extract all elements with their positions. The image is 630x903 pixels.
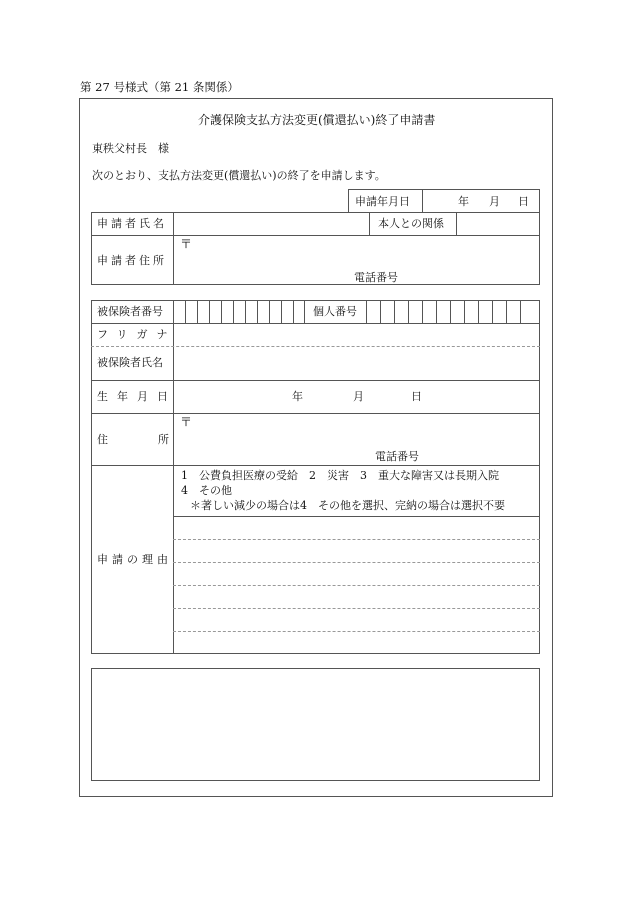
reason-text-field[interactable] (175, 518, 538, 652)
applicant-name-field[interactable] (175, 214, 367, 234)
birth-day[interactable]: 日 (411, 390, 422, 403)
date-year[interactable]: 年 (458, 195, 469, 208)
personal-number-label: 個人番号 (313, 305, 357, 318)
applicant-address-label: 申請者住所 (97, 254, 167, 267)
applicant-address-field[interactable] (175, 250, 538, 266)
furigana-field[interactable] (175, 325, 538, 345)
insured-name-field[interactable] (175, 348, 538, 379)
insured-number-field[interactable] (174, 301, 303, 322)
date-month[interactable]: 月 (489, 195, 500, 208)
insured-phone-label: 電話番号 (375, 450, 419, 463)
office-use-box (91, 668, 540, 781)
reason-option-line1[interactable]: 1 公費負担医療の受給 2 災害 3 重大な障害又は長期入院 (181, 469, 499, 482)
reason-option-line2[interactable]: 4 その他 (181, 484, 232, 497)
applicant-postal-icon: 〒 (180, 237, 193, 251)
reason-note: ＊著しい減少の場合は4 その他を選択、完納の場合は選択不要 (190, 499, 505, 512)
relation-field[interactable] (458, 214, 538, 234)
addressee: 東秩父村長 様 (92, 142, 169, 155)
applicant-phone-label: 電話番号 (354, 271, 398, 284)
insured-address-label-b: 所 (158, 433, 169, 446)
birth-year[interactable]: 年 (292, 390, 303, 403)
intro-text: 次のとおり、支払方法変更(償還払い)の終了を申請します。 (92, 169, 386, 182)
date-day[interactable]: 日 (518, 195, 529, 208)
applicant-name-label: 申請者氏名 (97, 217, 167, 230)
insured-postal-icon: 〒 (180, 415, 193, 429)
relation-label: 本人との関係 (378, 217, 444, 230)
reason-label: 申請の理由 (97, 553, 172, 566)
birth-label: 生年月日 (97, 390, 177, 403)
insured-number-label: 被保険者番号 (97, 305, 163, 318)
date-label: 申請年月日 (355, 195, 410, 208)
personal-number-field[interactable] (367, 301, 539, 322)
insured-address-label-a: 住 (97, 433, 108, 446)
form-title: 介護保険支払方法変更(償還払い)終了申請書 (198, 113, 436, 127)
insured-address-field[interactable] (175, 428, 538, 444)
insured-name-label: 被保険者氏名 (97, 356, 163, 369)
furigana-label: フリガナ (97, 328, 177, 341)
form-id: 第 27 号様式（第 21 条関係） (80, 80, 239, 94)
birth-month[interactable]: 月 (353, 390, 364, 403)
